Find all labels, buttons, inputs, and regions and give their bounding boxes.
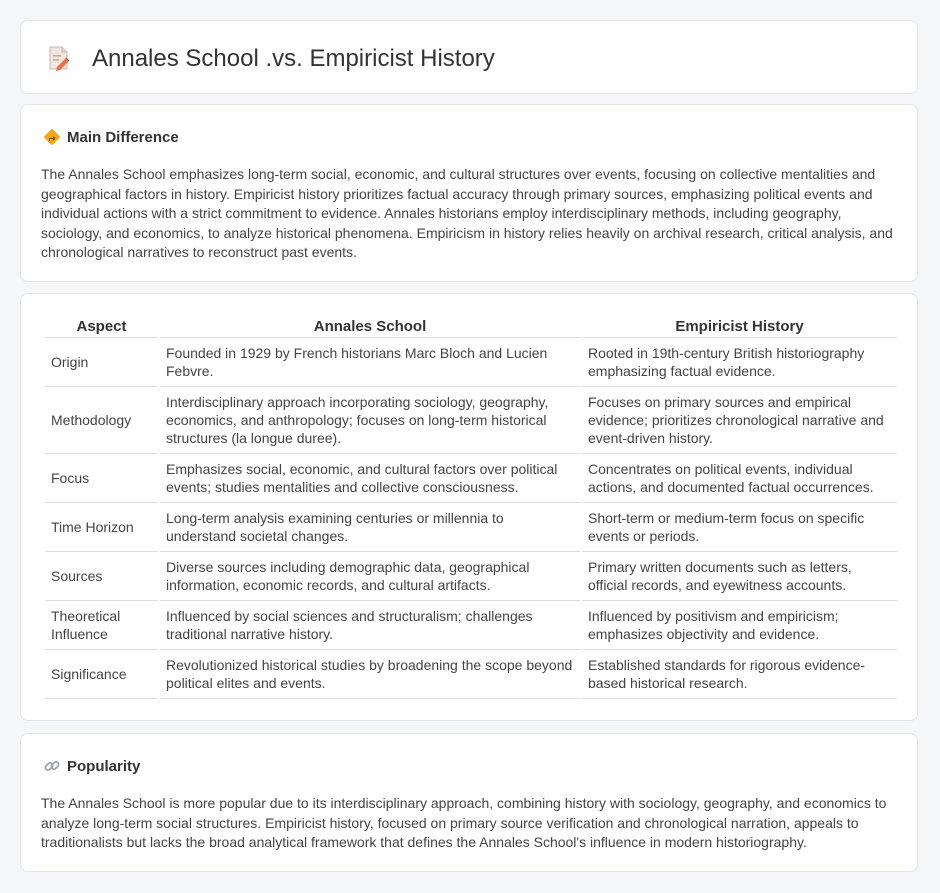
popularity-heading: Popularity: [67, 757, 141, 775]
table-row: [45, 601, 897, 650]
main-difference-text: The Annales School emphasizes long-term social, economic, and cultural structures over events, focusing on collective mentalities and geographical factors in history. Empiricist history prioritizes factual accuracy through primary sources, emphasizing political events and individual actions with a strict commitment to evidence. Annales historians employ interdisciplinary methods, including geography, sociology, and economics, to analyze historical phenomena. Empiricism in history relies heavily on archival research, critical analysis, and chronological narratives to reconstruct past events.: [41, 166, 893, 261]
comparison-table-card: [20, 293, 918, 721]
table-row: [45, 503, 897, 552]
empiricist-cell: Primary written documents such as letters, official records, and eyewitness accounts.: [582, 552, 897, 601]
annales-cell: Long-term analysis examining centuries or millennia to understand societal changes.: [160, 503, 580, 552]
empiricist-cell: Focuses on primary sources and empirical evidence; prioritizes chronological narrative and event-driven history.: [582, 387, 897, 454]
table-row: [45, 552, 897, 601]
annales-cell: Founded in 1929 by French historians Marc Bloch and Lucien Febvre.: [160, 338, 580, 387]
table-row: [45, 338, 897, 387]
diamond-sign-icon: [43, 128, 61, 146]
annales-cell: Emphasizes social, economic, and cultural factors over political events; studies mentalities and collective consciousness.: [160, 454, 580, 503]
document-pencil-icon: [47, 45, 71, 71]
table-row: [45, 454, 897, 503]
main-difference-heading: Main Difference: [67, 128, 179, 146]
popularity-card: [20, 733, 918, 872]
table-row: [45, 650, 897, 699]
main-difference-card: [20, 104, 918, 282]
popularity-header: [43, 756, 140, 776]
annales-cell: Interdisciplinary approach incorporating sociology, geography, economics, and anthropology; focuses on long-term historical structures (la longue duree).: [160, 387, 580, 454]
header-aspect: Aspect: [45, 314, 158, 338]
table-header-row: [45, 314, 897, 338]
empiricist-cell: Rooted in 19th-century British historiography emphasizing factual evidence.: [582, 338, 897, 387]
link-icon: [43, 757, 61, 775]
empiricist-cell: Concentrates on political events, individual actions, and documented factual occurrences.: [582, 454, 897, 503]
page-title: Annales School .vs. Empiricist History: [92, 45, 495, 72]
popularity-text: The Annales School is more popular due to its interdisciplinary approach, combining history with sociology, geography, and economics to analyze long-term social structures. Empiricist history, focused on primary source verification and chronological narration, appeals to traditionalists but lacks the broad analytical framework that defines the Annales School's influence in modern historiography.: [41, 795, 887, 851]
aspect-cell: Focus: [45, 454, 158, 503]
aspect-cell: Origin: [45, 338, 158, 387]
annales-cell: Diverse sources including demographic data, geographical information, economic records, and cultural artifacts.: [160, 552, 580, 601]
annales-cell: Influenced by social sciences and structuralism; challenges traditional narrative history.: [160, 601, 580, 650]
empiricist-cell: Influenced by positivism and empiricism; emphasizes objectivity and evidence.: [582, 601, 897, 650]
title-card: [20, 20, 918, 94]
header-empiricist: Empiricist History: [582, 314, 897, 338]
aspect-cell: Methodology: [45, 387, 158, 454]
aspect-cell: Theoretical Influence: [45, 601, 158, 650]
header-annales: Annales School: [160, 314, 580, 338]
table-row: [45, 387, 897, 454]
comparison-table: [43, 314, 899, 699]
annales-cell: Revolutionized historical studies by broadening the scope beyond political elites and events.: [160, 650, 580, 699]
main-difference-header: [43, 127, 179, 147]
empiricist-cell: Established standards for rigorous evidence-based historical research.: [582, 650, 897, 699]
aspect-cell: Significance: [45, 650, 158, 699]
aspect-cell: Sources: [45, 552, 158, 601]
empiricist-cell: Short-term or medium-term focus on specific events or periods.: [582, 503, 897, 552]
aspect-cell: Time Horizon: [45, 503, 158, 552]
